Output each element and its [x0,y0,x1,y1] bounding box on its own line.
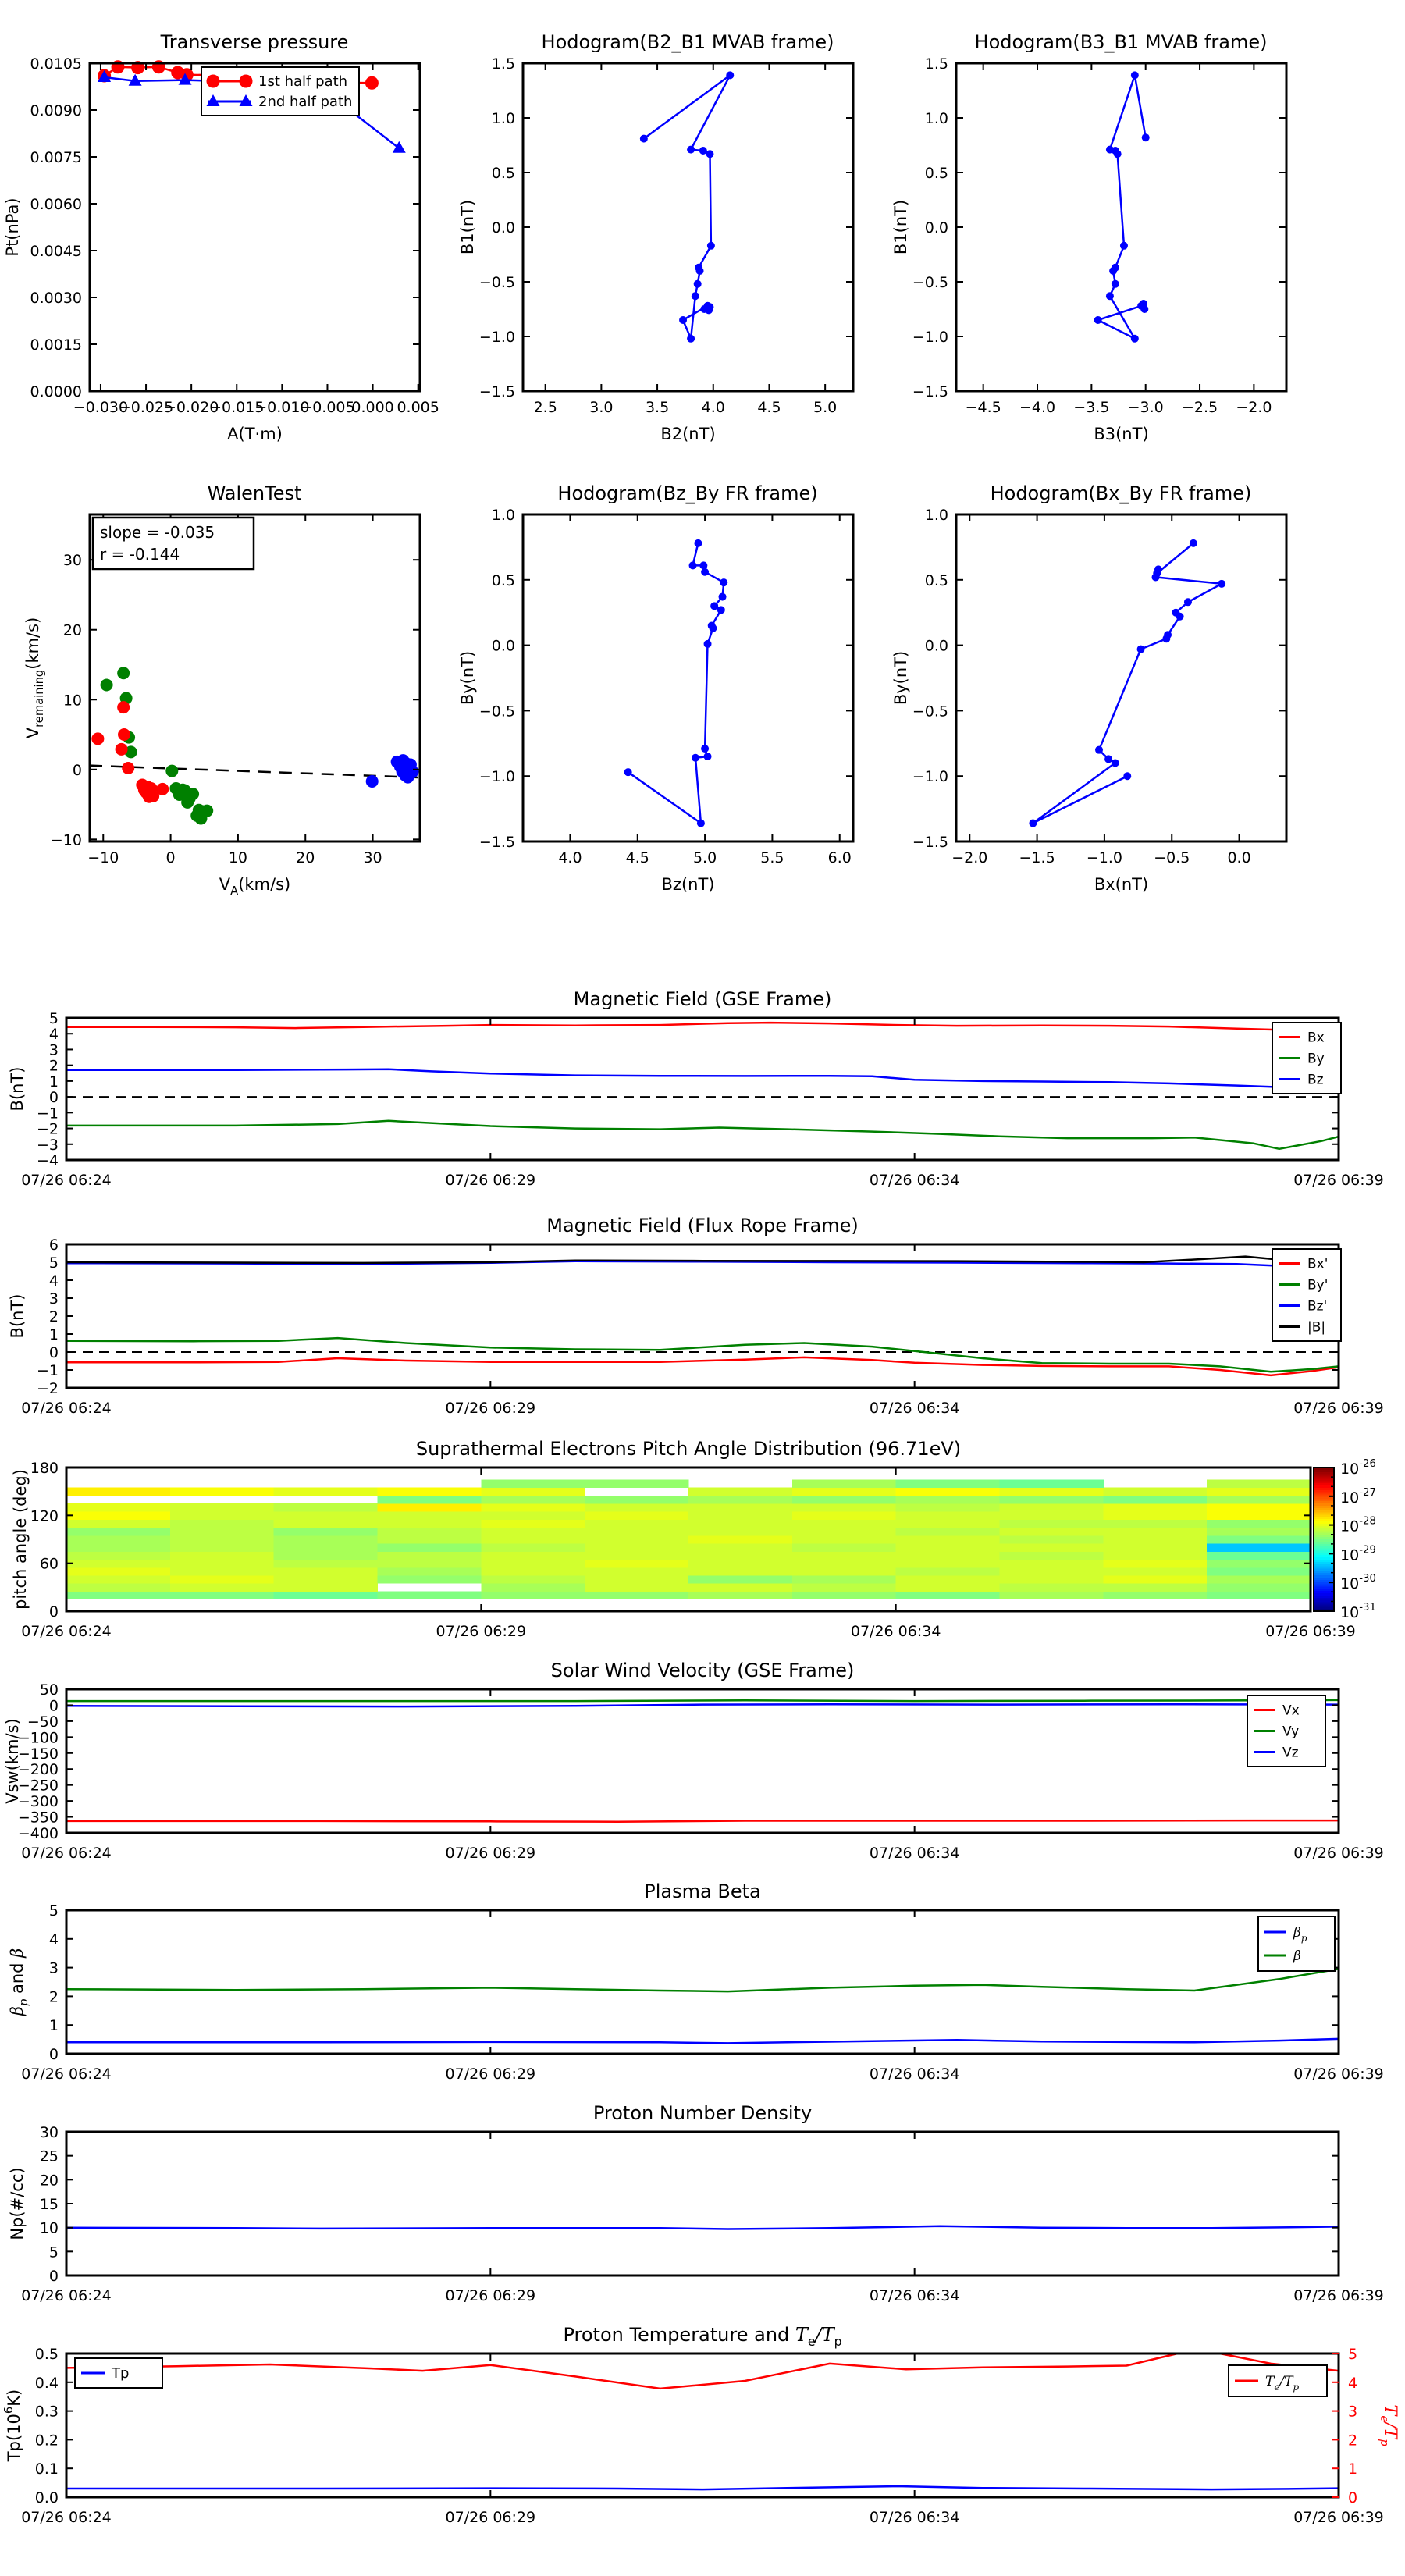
y-axis-label: B(nT) [8,1293,27,1339]
y-tick-label: 0 [72,761,82,779]
x-tick-label: 0.005 [397,399,439,416]
x-tick-label: −4.0 [1019,399,1056,416]
x-tick-label: −0.5 [1154,849,1190,866]
y-tick-label: −1 [36,1105,59,1123]
x-tick-label: 07/26 06:34 [869,2287,960,2304]
x-tick-label: 07/26 06:39 [1293,2509,1384,2526]
y-tick-label: 0.5 [491,571,515,589]
x-tick-label: 07/26 06:29 [445,1845,536,1862]
series-b [66,1257,1339,1265]
y-axis-label: pitch angle (deg) [11,1469,30,1610]
series-by [66,1121,1339,1149]
x-tick-label: 6.0 [827,849,852,866]
y-tick-label: 4 [48,1930,59,1948]
y-tick-label: 60 [39,1555,59,1573]
panel-title-hodogram-b2b1: Hodogram(B2_B1 MVAB frame) [541,31,834,53]
x-tick-label: −1.5 [1019,849,1055,866]
y-tick-label: 0 [48,1603,59,1621]
right-tick-label: 2 [1348,2432,1358,2450]
x-tick-label: 07/26 06:24 [21,1400,112,1417]
legend [1272,1249,1341,1341]
x-tick-label: 07/26 06:24 [21,2065,112,2083]
y-tick-label: 3 [48,1041,59,1059]
y-tick-label: 1.5 [924,55,948,73]
x-tick-label: −0.005 [300,399,355,416]
series-vz [66,1704,1339,1706]
y-tick-label: −2 [36,1120,59,1138]
y-tick-label: 0.5 [924,165,948,182]
x-tick-label: 5.0 [813,399,838,416]
x-tick-label: 4.5 [757,399,781,416]
panel-title-hodogram-b3b1: Hodogram(B3_B1 MVAB frame) [974,31,1268,53]
legend [75,2358,162,2388]
panel-title-plasma-beta: Plasma Beta [644,1880,761,1902]
y-tick-label: 4 [48,1272,59,1290]
y-tick-label: 0.5 [34,2346,59,2363]
panel-h31 [891,55,1286,443]
y-tick-label: 0.1 [34,2460,59,2478]
legend-label: β [1293,1948,1301,1964]
legend [1229,2365,1327,2396]
axis-ticks [479,507,853,866]
panel-beta [8,1902,1384,2083]
axes-frame [66,1689,1339,1833]
y-tick-label: 0.5 [924,571,948,589]
y-tick-label: 1.0 [491,110,515,127]
legend [201,67,359,116]
y-tick-label: 0.0045 [30,243,82,260]
y-tick-label: −0.5 [912,274,948,291]
heatmap [66,1479,1311,1599]
y-tick-label: 0 [48,1089,59,1107]
y-tick-label: 6 [48,1236,59,1254]
x-tick-label: −4.5 [965,399,1001,416]
x-axis-label: B2(nT) [660,425,716,443]
legend-label: By [1307,1051,1325,1067]
x-tick-label: 07/26 06:29 [445,2065,536,2083]
colorbar-label: $10^{-28}$ [1340,1515,1376,1535]
y-tick-label: 2 [48,1308,59,1325]
y-tick-label: −0.5 [912,703,948,720]
colorbar-label: $10^{-30}$ [1340,1573,1376,1593]
y-tick-label: 2 [48,1057,59,1075]
y-tick-label: 0.0000 [30,383,82,400]
panel-h21 [458,55,853,443]
x-tick-label: 0.0 [1227,849,1251,866]
x-tick-label: 07/26 06:24 [21,2509,112,2526]
y-tick-label: 10 [39,2219,59,2237]
series-tp [66,2486,1339,2489]
x-tick-label: −0.015 [209,399,265,416]
right-tick-label: 3 [1348,2403,1358,2421]
y-axis-label: By(nT) [891,650,910,706]
y-tick-label: 0.0 [924,637,948,655]
legend-label: Bz' [1307,1298,1328,1315]
x-tick-label: −2.0 [1236,399,1272,416]
series- [66,1969,1339,1991]
y-tick-label: 0.2 [34,2432,59,2450]
y-axis-label: $\beta_p$ and β [8,1948,30,2016]
x-tick-label: 5.5 [760,849,784,866]
axis-ticks [479,55,853,416]
x-tick-label: 07/26 06:39 [1293,1400,1384,1417]
panel-walen [23,514,420,898]
panel-title-magnetic-field-gse: Magnetic Field (GSE Frame) [573,988,832,1010]
y-tick-label: 0.4 [34,2374,59,2392]
x-axis-label: $V_A(km/s)$ [219,875,291,898]
axes-frame [66,2132,1339,2275]
series-bx [66,1357,1339,1375]
panel-hzby [458,507,853,894]
x-tick-label: 4.5 [625,849,649,866]
colorbar-label: $10^{-29}$ [1340,1544,1376,1564]
series-bzby [624,539,728,827]
colorbar-label: $10^{-27}$ [1340,1486,1376,1507]
y-tick-label: 20 [39,2172,59,2190]
x-tick-label: −1.0 [1086,849,1122,866]
y-tick-label: 0.0 [491,637,515,655]
y-tick-label: −2 [36,1380,59,1397]
panel-pad [11,1458,1376,1640]
legend [1272,1023,1341,1094]
panel-hbxby [891,507,1286,894]
colorbar-label: $10^{-31}$ [1340,1602,1376,1621]
axis-ticks [21,2346,1384,2526]
x-tick-label: −3.5 [1073,399,1110,416]
x-axis-label: Bx(nT) [1094,875,1149,894]
legend-label: Vz [1282,1745,1299,1761]
y-axis-label: B(nT) [8,1066,27,1112]
legend-label: Vx [1282,1703,1300,1719]
x-tick-label: 07/26 06:34 [850,1623,941,1640]
y-tick-label: −1.0 [478,768,515,786]
y-tick-label: 1.0 [491,507,515,524]
annotation-line: r = -0.144 [100,545,180,564]
axis-ticks [912,507,1286,866]
y-tick-label: 5 [48,1254,59,1272]
y-tick-label: 0.3 [34,2403,59,2421]
series-b3b1 [1094,71,1150,342]
right-tick-label: 1 [1348,2460,1358,2478]
y-axis-label: B1(nT) [458,199,477,255]
x-tick-label: 07/26 06:39 [1293,1845,1384,1862]
y-tick-label: −200 [17,1761,59,1779]
y-tick-label: 0.0 [924,219,948,237]
y-tick-label: −1.5 [912,383,948,400]
panel-title-hodogram-bxby: Hodogram(Bx_By FR frame) [990,482,1252,504]
legend-label: By' [1307,1277,1329,1293]
y-axis-label: Pt(nPa) [3,197,22,257]
y-tick-label: −4 [36,1152,59,1169]
y-tick-label: −1.0 [478,329,515,346]
series-vy [66,1700,1339,1701]
x-tick-label: 0.000 [351,399,394,416]
y-tick-label: 0.0105 [30,55,82,73]
y-tick-label: 5 [48,2243,59,2261]
y-tick-label: −350 [17,1809,59,1827]
annotation-line: slope = -0.035 [100,523,215,542]
axes-frame [523,63,853,391]
panel-title-hodogram-bzby: Hodogram(Bz_By FR frame) [557,482,818,504]
x-axis-label: Bz(nT) [661,875,715,894]
y-tick-label: 0.0075 [30,149,82,166]
y-tick-label: 180 [30,1460,59,1477]
x-tick-label: −0.030 [73,399,129,416]
x-tick-label: −2.5 [1181,399,1218,416]
y-tick-label: 15 [39,2196,59,2213]
y-axis-label: By(nT) [458,650,477,706]
y-tick-label: 0.5 [491,165,515,182]
y-tick-label: 0 [48,2046,59,2063]
x-tick-label: 07/26 06:34 [869,2065,960,2083]
y-tick-label: 30 [62,552,82,570]
y-tick-label: −10 [50,831,82,849]
y-tick-label: 1.0 [924,507,948,524]
x-tick-label: 10 [228,849,248,866]
panel-tp [2,2346,1400,2526]
legend [1258,1916,1335,1971]
series-rear [366,754,419,788]
axes-frame [956,63,1286,391]
y-tick-label: 4 [48,1026,59,1044]
x-tick-label: 30 [363,849,382,866]
x-tick-label: 07/26 06:24 [21,1172,112,1189]
y-tick-label: 120 [30,1507,59,1525]
x-tick-label: 07/26 06:24 [21,1623,112,1640]
axis-ticks [18,1681,1384,1862]
y-tick-label: −1.5 [912,834,948,851]
x-tick-label: −0.010 [254,399,310,416]
y-tick-label: 0.0030 [30,290,82,307]
y-tick-label: 0.0060 [30,196,82,213]
annotation-box [93,518,254,569]
legend [1247,1695,1325,1767]
y-tick-label: 3 [48,1290,59,1308]
y-tick-label: 1 [48,2017,59,2035]
y-axis-label: B1(nT) [891,199,910,255]
y-tick-label: 0.0015 [30,336,82,354]
panel-title-transverse-pressure: Transverse pressure [160,31,349,53]
y-tick-label: −150 [17,1745,59,1763]
axis-ticks [21,1902,1384,2083]
right-axis-label: $T_e/T_p$ [1378,2404,1400,2446]
x-tick-label: 07/26 06:29 [445,1400,536,1417]
x-tick-label: 07/26 06:34 [869,1400,960,1417]
y-tick-label: 0 [48,1697,59,1715]
legend-label: 2nd half path [258,94,353,110]
legend-label: $T_e/T_p$ [1265,2374,1300,2393]
series-vx [66,1820,1339,1822]
axis-ticks [21,2124,1384,2304]
x-tick-label: 07/26 06:34 [869,1172,960,1189]
x-axis-label: A(T·m) [227,425,283,443]
y-tick-label: −0.5 [478,274,515,291]
panel-pt [3,55,439,443]
y-tick-label: 50 [39,1681,59,1699]
y-tick-label: 10 [62,692,82,710]
x-tick-label: −3.0 [1127,399,1164,416]
colorbar [1314,1458,1376,1621]
axes-frame [523,514,853,841]
y-tick-label: 0 [48,1344,59,1361]
x-tick-label: 07/26 06:34 [869,1845,960,1862]
legend-label: Bx [1307,1030,1325,1046]
axes-frame [66,2354,1339,2497]
y-tick-label: −1.5 [478,834,515,851]
y-tick-label: −3 [36,1136,59,1154]
colorbar-label: $10^{-26}$ [1340,1458,1376,1478]
y-tick-label: 20 [62,621,82,639]
x-axis-label: B3(nT) [1094,425,1149,443]
y-tick-label: 25 [39,2147,59,2165]
y-tick-label: 5 [48,1902,59,1920]
panel-title-walen-test: WalenTest [207,482,302,504]
series-tetp [66,2354,1339,2389]
x-tick-label: 2.5 [533,399,557,416]
x-tick-label: 07/26 06:39 [1293,2287,1384,2304]
y-tick-label: 30 [39,2124,59,2141]
x-tick-label: 07/26 06:34 [869,2509,960,2526]
x-tick-label: 07/26 06:24 [21,1845,112,1862]
y-tick-label: 0.0 [491,219,515,237]
y-tick-label: 3 [48,1959,59,1977]
axis-ticks [912,55,1286,416]
y-tick-label: −1.0 [912,768,948,786]
x-tick-label: 4.0 [558,849,582,866]
y-tick-label: 5 [48,1010,59,1027]
legend-label: |B| [1307,1319,1326,1336]
y-tick-label: 1.5 [491,55,515,73]
x-tick-label: 20 [296,849,315,866]
x-tick-label: 3.0 [589,399,614,416]
x-tick-label: 07/26 06:39 [1293,1172,1384,1189]
axes-frame [66,1910,1339,2054]
series-bx [66,1023,1339,1031]
x-tick-label: 07/26 06:29 [445,2509,536,2526]
y-tick-label: 0.0090 [30,102,82,119]
axis-ticks [21,1010,1384,1189]
y-tick-label: 0 [48,2268,59,2285]
panel-title-electron-pad: Suprathermal Electrons Pitch Angle Distribution (96.71eV) [415,1438,962,1460]
series-p [66,2039,1339,2044]
y-tick-label: −300 [17,1793,59,1811]
x-tick-label: 3.5 [645,399,670,416]
series-np [66,2226,1339,2229]
y-axis-label: $V_{remaining}(km/s)$ [23,617,46,739]
panel-title-proton-temperature: Proton Temperature and $T_e/T_p$ [563,2324,842,2349]
legend-label: $\beta_p$ [1293,1925,1307,1944]
legend-label: 1st half path [258,73,348,90]
legend-label: Bx' [1307,1256,1329,1272]
legend-label: Tp [112,2365,130,2382]
series-bxby [1029,539,1225,827]
x-tick-label: −2.0 [951,849,988,866]
axes-frame [956,514,1286,841]
y-axis-label: $Tp(10^6K)$ [2,2389,23,2462]
x-tick-label: 07/26 06:29 [436,1623,527,1640]
x-tick-label: 07/26 06:39 [1293,2065,1384,2083]
panel-fr [8,1236,1384,1417]
x-tick-label: 07/26 06:29 [445,2287,536,2304]
x-tick-label: 07/26 06:29 [445,1172,536,1189]
y-tick-label: −0.5 [478,703,515,720]
x-tick-label: 0 [165,849,176,866]
y-tick-label: −1.5 [478,383,515,400]
y-tick-label: −1.0 [912,329,948,346]
y-tick-label: 1.0 [924,110,948,127]
panel-gse [8,1010,1384,1189]
series-b2b1 [640,71,734,342]
x-tick-label: −0.025 [118,399,174,416]
panel-title-magnetic-field-fr: Magnetic Field (Flux Rope Frame) [546,1215,859,1236]
y-tick-label: −250 [17,1777,59,1795]
y-tick-label: 0.0 [34,2489,59,2507]
panel-np [8,2124,1384,2304]
x-tick-label: −10 [87,849,119,866]
x-tick-label: 5.0 [692,849,717,866]
series-bz [66,1069,1339,1090]
y-axis-label: Np(#/cc) [8,2167,27,2240]
y-tick-label: 2 [48,1988,59,2006]
y-tick-label: −50 [27,1713,59,1731]
x-tick-label: 07/26 06:24 [21,2287,112,2304]
y-tick-label: 1 [48,1326,59,1343]
y-axis-label: Vsw(km/s) [3,1718,22,1804]
y-tick-label: −100 [17,1729,59,1747]
right-tick-label: 5 [1348,2346,1358,2363]
legend-label: Bz [1307,1072,1324,1088]
x-tick-label: 4.0 [701,399,725,416]
panel-title-solar-wind-velocity: Solar Wind Velocity (GSE Frame) [550,1660,855,1681]
right-tick-label: 4 [1348,2374,1358,2392]
legend-label: Vy [1282,1724,1300,1740]
panel-title-proton-density: Proton Number Density [592,2102,813,2124]
y-tick-label: −1 [36,1362,59,1379]
y-tick-label: 1 [48,1073,59,1091]
x-tick-label: −0.020 [163,399,219,416]
y-tick-label: −400 [17,1825,59,1842]
panel-vsw [3,1681,1384,1862]
x-tick-label: 07/26 06:39 [1265,1623,1356,1640]
right-tick-label: 0 [1348,2489,1358,2507]
